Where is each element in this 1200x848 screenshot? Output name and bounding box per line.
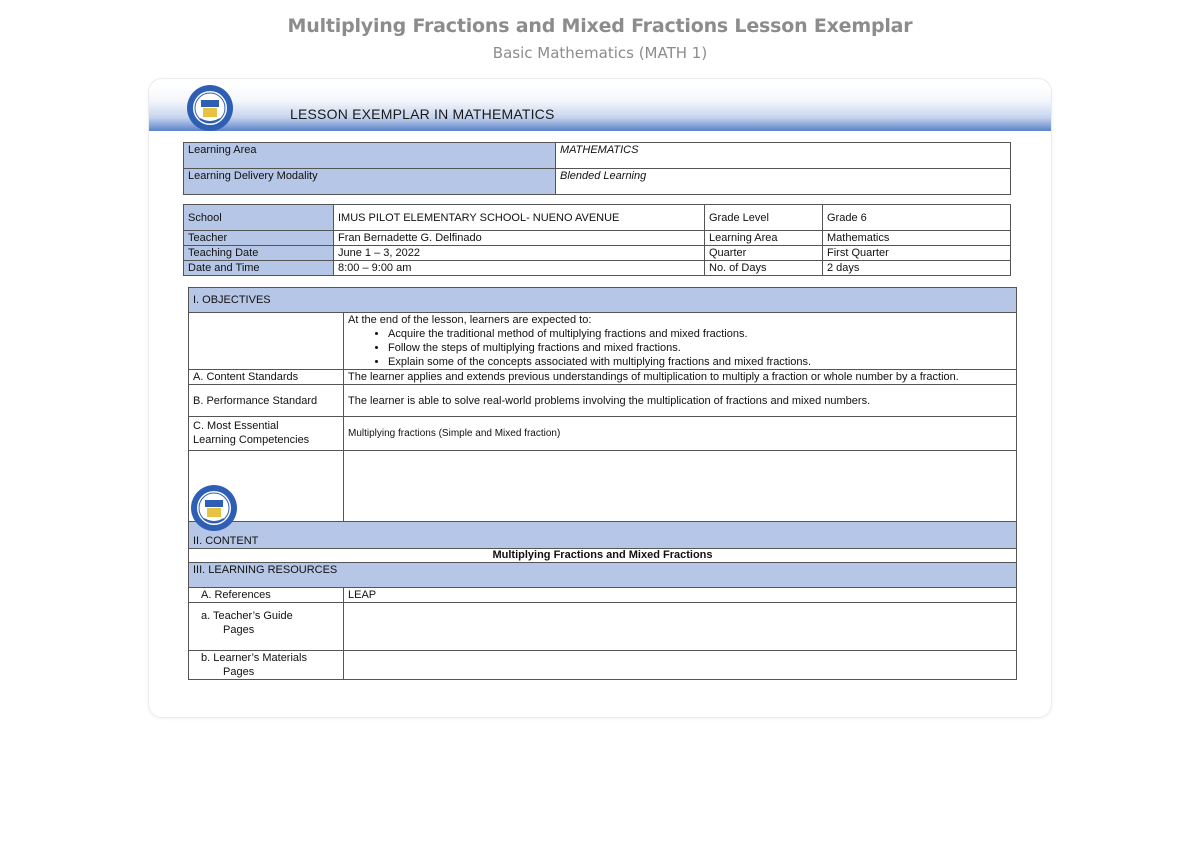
performance-label: B. Performance Standard: [189, 385, 344, 417]
time-label: Date and Time: [184, 261, 334, 276]
lm-label-line2: Pages: [223, 666, 255, 678]
melc-label-line2: Learning Competencies: [193, 434, 310, 446]
references-label: A. References: [189, 588, 344, 603]
tg-label-line1: a. Teacher’s Guide: [201, 610, 293, 622]
teachers-guide-label: [189, 603, 344, 651]
objectives-heading: I. OBJECTIVES: [189, 288, 1017, 313]
table-row: [189, 549, 1017, 563]
learning-area-value: MATHEMATICS: [556, 143, 1011, 169]
date-label: Teaching Date: [184, 246, 334, 261]
list-item: • Explain some of the concepts associated with multiplying fractions and mixed fractions.: [388, 355, 1012, 369]
content-standards-label: A. Content Standards: [189, 370, 344, 385]
content-standards-value: The learner applies and extends previous understandings of multiplication to multiply a fraction or whole number by a fraction.: [344, 370, 1017, 385]
table-row: [184, 169, 1011, 195]
teacher-label: Teacher: [184, 231, 334, 246]
references-value: LEAP: [344, 588, 1017, 603]
area-label: Learning Area: [705, 231, 823, 246]
table-row: [189, 313, 1017, 370]
learning-area-label: Learning Area: [184, 143, 556, 169]
table-row: [184, 231, 1011, 246]
school-seal-icon: [185, 83, 235, 133]
table-row: [189, 563, 1017, 588]
learners-materials-label: [189, 651, 344, 680]
table-row: [184, 261, 1011, 276]
quarter-value: First Quarter: [823, 246, 1011, 261]
table-row: [189, 385, 1017, 417]
table-row: [189, 588, 1017, 603]
lesson-plan-table: [188, 287, 1017, 680]
days-value: 2 days: [823, 261, 1011, 276]
modality-label: Learning Delivery Modality: [184, 169, 556, 195]
melc-value: Multiplying fractions (Simple and Mixed fraction): [344, 417, 1017, 451]
banner-title: LESSON EXEMPLAR IN MATHEMATICS: [290, 106, 555, 122]
list-item: • Acquire the traditional method of multiplying fractions and mixed fractions.: [388, 327, 1012, 341]
days-label: No. of Days: [705, 261, 823, 276]
teacher-value: Fran Bernadette G. Delfinado: [334, 231, 705, 246]
table-row: [184, 246, 1011, 261]
date-value: June 1 – 3, 2022: [334, 246, 705, 261]
objectives-intro: At the end of the lesson, learners are expected to:: [348, 314, 592, 326]
doc-subtitle: Basic Mathematics (MATH 1): [492, 44, 708, 62]
lesson-page-card: [148, 78, 1052, 718]
learning-info-table: [183, 142, 1011, 195]
resources-heading: III. LEARNING RESOURCES: [189, 563, 1017, 588]
content-value: Multiplying Fractions and Mixed Fractions: [189, 549, 1017, 563]
table-row: [184, 143, 1011, 169]
melc-label: [189, 417, 344, 451]
objectives-cell: [344, 313, 1017, 370]
list-item: • Follow the steps of multiplying fractions and mixed fractions.: [388, 341, 1012, 355]
melc-label-line1: C. Most Essential: [193, 420, 279, 432]
grade-label: Grade Level: [705, 205, 823, 231]
table-row: [189, 370, 1017, 385]
school-label: School: [184, 205, 334, 231]
area-value: Mathematics: [823, 231, 1011, 246]
objectives-list: [348, 327, 1012, 369]
grade-value: Grade 6: [823, 205, 1011, 231]
content-heading: II. CONTENT: [189, 522, 1017, 549]
table-row: [189, 417, 1017, 451]
table-row: [189, 451, 1017, 522]
header-banner: [149, 85, 1051, 131]
school-info-table: [183, 204, 1011, 276]
table-row: [189, 603, 1017, 651]
tg-label-line2: Pages: [223, 624, 255, 636]
table-row: [184, 205, 1011, 231]
time-value: 8:00 – 9:00 am: [334, 261, 705, 276]
table-row: [189, 288, 1017, 313]
quarter-label: Quarter: [705, 246, 823, 261]
table-row: [189, 651, 1017, 680]
school-seal-icon: [189, 483, 239, 533]
performance-value: The learner is able to solve real-world problems involving the multiplication of fractions and mixed numbers.: [344, 385, 1017, 417]
modality-value: Blended Learning: [556, 169, 1011, 195]
table-row: [189, 522, 1017, 549]
lm-label-line1: b. Learner’s Materials: [201, 652, 307, 664]
school-value: IMUS PILOT ELEMENTARY SCHOOL- NUENO AVENUE: [334, 205, 705, 231]
doc-title: Multiplying Fractions and Mixed Fractions Lesson Exemplar: [287, 15, 913, 37]
